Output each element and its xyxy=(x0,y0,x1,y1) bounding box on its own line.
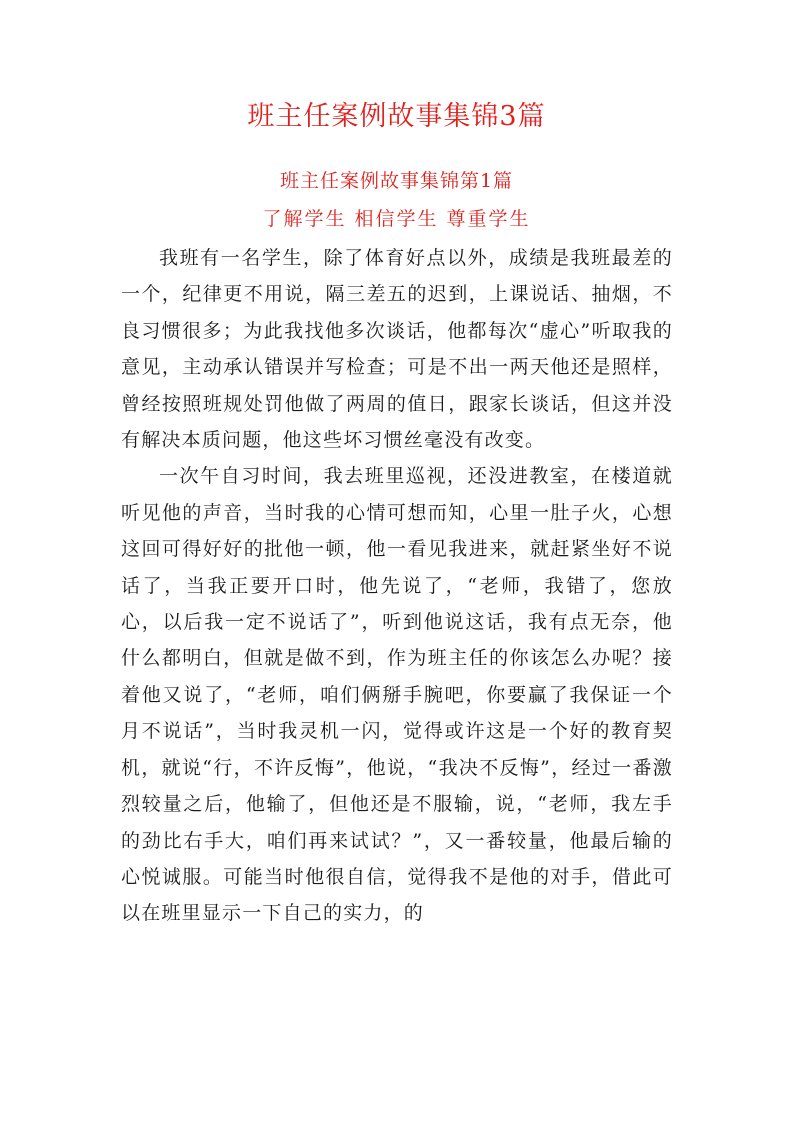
article-body xyxy=(121,240,673,932)
paragraph: 我班有一名学生，除了体育好点以外，成绩是我班最差的一个，纪律更不用说，隔三差五的迟到，上课说话、抽烟，不良习惯很多；为此我找他多次谈话，他都每次“虚心”听取我的意见，主动承认错误并写检查；可是不出一两天他还是照样，曾经按照班规处罚他做了两周的值日，跟家长谈话，但这并没有解决本质问题，他这些坏习惯丝毫没有改变。 xyxy=(121,247,673,452)
paragraph: 一次午自习时间，我去班里巡视，还没进教室，在楼道就听见他的声音，当时我的心情可想而知，心里一肚子火，心想这回可得好好的批他一顿，他一看见我进来，就赶紧坐好不说话了，当我正要开口时，他先说了，“老师，我错了，您放心，以后我一定不说话了”，听到他说这话，我有点无奈，他什么都明白，但就是做不到，作为班主任的你该怎么办呢？接着他又说了，“老师，咱们俩掰手腕吧，你要赢了我保证一个月不说话”，当时我灵机一闪，觉得或许这是一个好的教育契机，就说“行，不许反悔”，他说，“我决不反悔”，经过一番激烈较量之后，他输了，但他还是不服输，说，“老师，我左手的劲比右手大，咱们再来试试？”，又一番较量，他最后输的心悦诚服。可能当时他很自信，觉得我不是他的对手，借此可以在班里显示一下自己的实力，的 xyxy=(121,465,673,925)
document-title: 班主任案例故事集锦3篇 xyxy=(247,101,546,132)
article-subtitle: 班主任案例故事集锦第1篇 xyxy=(279,170,514,192)
article-heading: 了解学生 相信学生 尊重学生 xyxy=(262,208,531,230)
